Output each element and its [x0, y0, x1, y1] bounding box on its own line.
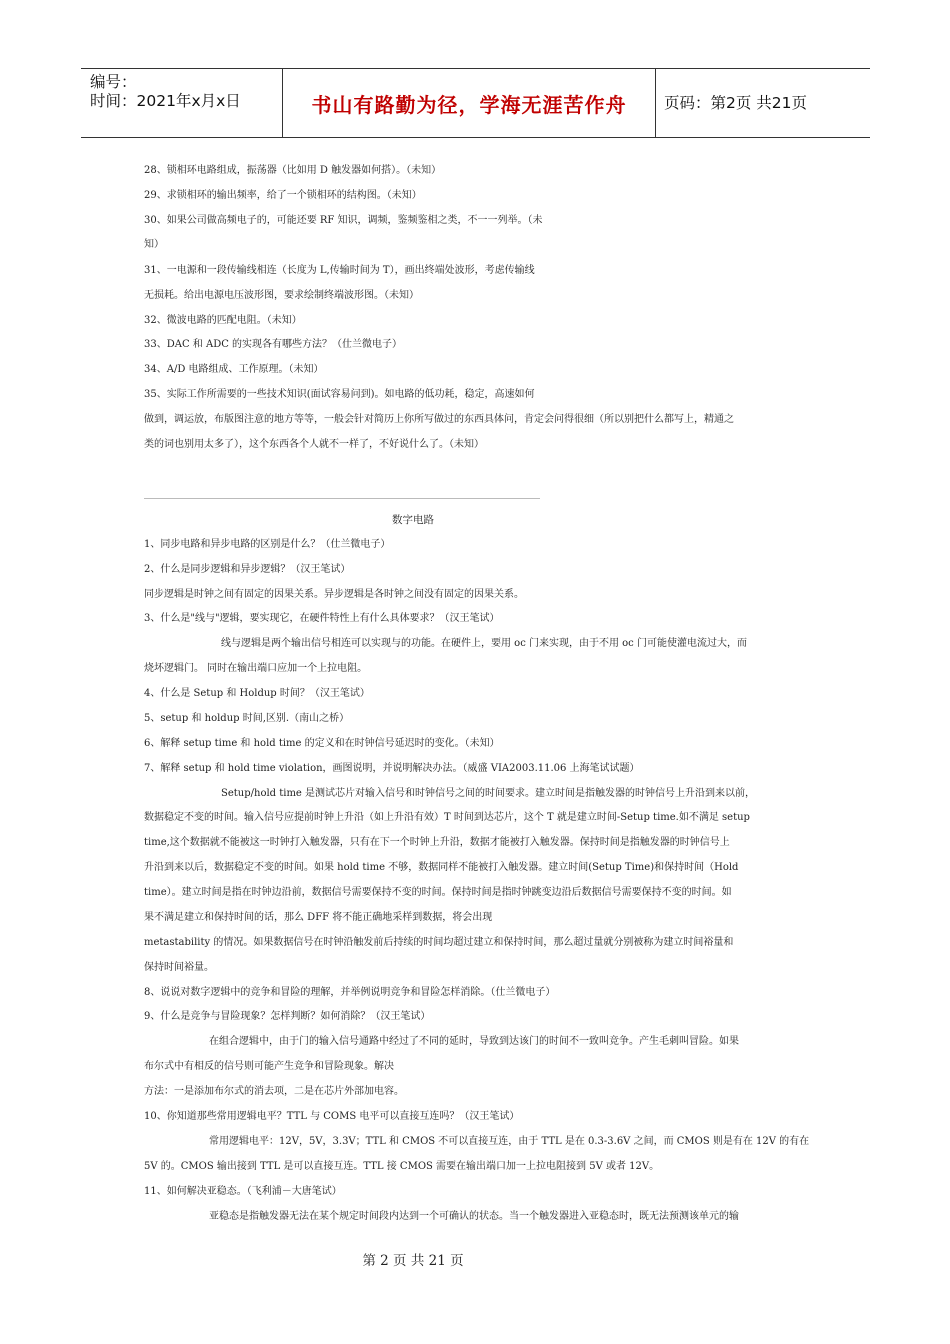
- text-line: 5、setup 和 holdup 时间,区别.（南山之桥）: [144, 713, 350, 724]
- header-meta-cell: [81, 69, 283, 137]
- section-divider: [144, 498, 540, 499]
- text-line: 30、如果公司做高频电子的，可能还要 RF 知识，调频，鉴频鉴相之类，不一一列举。（未: [144, 215, 543, 226]
- text-line: 6、解释 setup time 和 hold time 的定义和在时钟信号延迟时的变化。（未知）: [144, 738, 500, 749]
- text-line: 35、实际工作所需要的一些技术知识(面试容易问到)。如电路的低功耗，稳定，高速如何: [144, 389, 535, 400]
- text-line: Setup/hold time 是测试芯片对输入信号和时钟信号之间的时间要求。建立时间是指触发器的时钟信号上升沿到来以前，: [221, 788, 756, 799]
- text-line: 8、说说对数字逻辑中的竞争和冒险的理解，并举例说明竞争和冒险怎样消除。（仕兰微电子）: [144, 987, 556, 998]
- text-line: 同步逻辑是时钟之间有固定的因果关系。异步逻辑是各时钟之间没有固定的因果关系。: [144, 589, 524, 600]
- text-line: 33、DAC 和 ADC 的实现各有哪些方法？（仕兰微电子）: [144, 339, 403, 350]
- text-line: 保持时间裕量。: [144, 962, 214, 973]
- text-line: 2、什么是同步逻辑和异步逻辑？（汉王笔试）: [144, 564, 351, 575]
- text-line: 方法：一是添加布尔式的消去项，二是在芯片外部加电容。: [144, 1086, 404, 1097]
- header-page-cell: [656, 69, 870, 137]
- text-line: time,这个数据就不能被这一时钟打入触发器，只有在下一个时钟上升沿，数据才能被打入触发器。保持时间是指触发器的时钟信号上: [144, 837, 730, 848]
- page-footer: 第 2 页 共 21 页: [362, 1253, 464, 1269]
- text-line: 烧坏逻辑门。 同时在输出端口应加一个上拉电阻。: [144, 663, 368, 674]
- text-line: 5V 的。CMOS 输出接到 TTL 是可以直接互连。TTL 接 CMOS 需要在输出端口加一上拉电阻接到 5V 或者 12V。: [144, 1161, 660, 1172]
- text-line: 升沿到来以后，数据稳定不变的时间。如果 hold time 不够，数据同样不能被打入触发器。建立时间(Setup Time)和保持时间（Hold: [144, 862, 739, 873]
- document-number: 编号：: [90, 73, 137, 91]
- text-line: 线与逻辑是两个输出信号相连可以实现与的功能。在硬件上，要用 oc 门来实现，由于不用 oc 门可能使灌电流过大，而: [221, 638, 747, 649]
- text-line: 4、什么是 Setup 和 Holdup 时间？（汉王笔试）: [144, 688, 370, 699]
- text-line: 做到，调运放，布版图注意的地方等等，一般会针对简历上你所写做过的东西具体问，肯定会问得很细（所以别把什么都写上，精通之: [144, 414, 734, 425]
- text-line: 数据稳定不变的时间。输入信号应提前时钟上升沿（如上升沿有效）T 时间到达芯片，这个 T 就是建立时间-Setup time.如不满足 setup: [144, 812, 750, 823]
- text-line: 7、解释 setup 和 hold time violation，画图说明，并说明解决办法。（威盛 VIA2003.11.06 上海笔试试题）: [144, 763, 640, 774]
- text-line: 知）: [144, 239, 164, 250]
- text-line: 亚稳态是指触发器无法在某个规定时间段内达到一个可确认的状态。当一个触发器进入亚稳态时，既无法预测该单元的输: [209, 1211, 739, 1222]
- text-line: 常用逻辑电平：12V，5V，3.3V；TTL 和 CMOS 不可以直接互连，由于 TTL 是在 0.3-3.6V 之间，而 CMOS 则是有在 12V 的有在: [209, 1136, 810, 1147]
- text-line: 在组合逻辑中，由于门的输入信号通路中经过了不同的延时，导致到达该门的时间不一致叫竞争。产生毛刺叫冒险。如果: [209, 1036, 739, 1047]
- text-line: metastability 的情况。如果数据信号在时钟沿触发前后持续的时间均超过建立和保持时间，那么超过量就分别被称为建立时间裕量和: [144, 937, 734, 948]
- text-line: 32、微波电路的匹配电阻。（未知）: [144, 315, 302, 326]
- header-motto-cell: [283, 69, 656, 137]
- text-line: 类的词也别用太多了），这个东西各个人就不一样了，不好说什么了。（未知）: [144, 439, 484, 450]
- text-line: 9、什么是竞争与冒险现象？怎样判断？如何消除？（汉王笔试）: [144, 1011, 431, 1022]
- document-date: 时间：2021年x月x日: [90, 92, 241, 110]
- text-line: 29、求锁相环的输出频率，给了一个锁相环的结构图。（未知）: [144, 190, 422, 201]
- text-line: 34、A/D 电路组成、工作原理。（未知）: [144, 364, 324, 375]
- text-line: 11、如何解决亚稳态。（飞利浦－大唐笔试）: [144, 1186, 342, 1197]
- header-motto: 书山有路勤为径，学海无涯苦作舟: [311, 92, 627, 117]
- text-line: 31、一电源和一段传输线相连（长度为 L,传输时间为 T），画出终端处波形，考虑传输线: [144, 265, 535, 276]
- text-line: 28、锁相环电路组成，振荡器（比如用 D 触发器如何搭）。（未知）: [144, 165, 442, 176]
- page-header: [81, 68, 870, 138]
- text-line: 布尔式中有相反的信号则可能产生竞争和冒险现象。解决: [144, 1061, 394, 1072]
- text-line: 3、什么是"线与"逻辑，要实现它，在硬件特性上有什么具体要求？（汉王笔试）: [144, 613, 500, 624]
- header-page-info: 页码：第2页 共21页: [664, 93, 808, 112]
- text-line: 1、同步电路和异步电路的区别是什么？（仕兰微电子）: [144, 539, 391, 550]
- text-line: 无损耗。给出电源电压波形图，要求绘制终端波形图。（未知）: [144, 290, 419, 301]
- text-line: 果不满足建立和保持时间的话，那么 DFF 将不能正确地采样到数据，将会出现: [144, 912, 493, 923]
- section-title: 数字电路: [392, 514, 434, 526]
- text-line: time）。建立时间是指在时钟边沿前，数据信号需要保持不变的时间。保持时间是指时钟跳变边沿后数据信号需要保持不变的时间。如: [144, 887, 732, 898]
- text-line: 10、你知道那些常用逻辑电平？TTL 与 COMS 电平可以直接互连吗？（汉王笔试）: [144, 1111, 520, 1122]
